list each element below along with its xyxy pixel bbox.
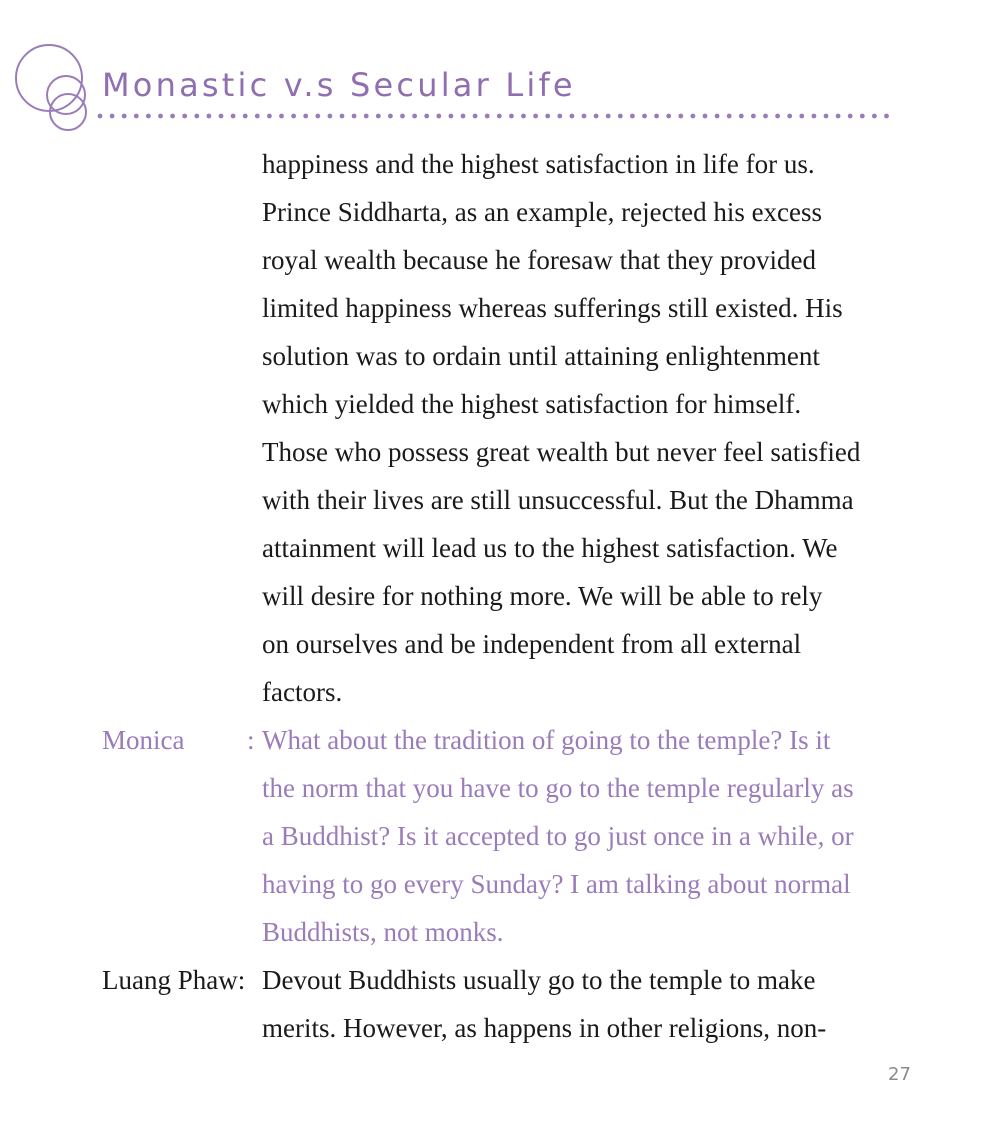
divider-dot — [303, 114, 308, 119]
divider-dot — [727, 114, 732, 119]
divider-dot — [787, 114, 792, 119]
divider-dot — [836, 114, 841, 119]
divider-dot — [315, 114, 320, 119]
divider-dot — [207, 114, 212, 119]
divider-dot — [110, 114, 115, 119]
body-text-line: royal wealth because he foresaw that they provided — [262, 245, 817, 275]
divider-dot — [533, 114, 538, 119]
divider-dot — [98, 114, 103, 119]
divider-dot — [739, 114, 744, 119]
dotted-divider — [94, 110, 904, 122]
body-text-line: Those who possess great wealth but never feel satisfied — [262, 437, 861, 467]
question-text-line: What about the tradition of going to the temple? Is it — [262, 725, 831, 755]
divider-dot — [352, 114, 357, 119]
divider-dot — [824, 114, 829, 119]
divider-dot — [509, 114, 514, 119]
divider-dot — [194, 114, 199, 119]
answer-text-line: merits. However, as happens in other religions, non- — [262, 1013, 827, 1043]
divider-dot — [678, 114, 683, 119]
body-text-line: factors. — [262, 677, 343, 707]
divider-dot — [485, 114, 490, 119]
speaker-name-luang-phaw: Luang Phaw: — [102, 965, 246, 995]
divider-dot — [751, 114, 756, 119]
divider-dot — [134, 114, 139, 119]
question-text-line: Buddhists, not monks. — [262, 917, 504, 947]
divider-dot — [775, 114, 780, 119]
divider-dot — [376, 114, 381, 119]
divider-dot — [449, 114, 454, 119]
body-text-line: will desire for nothing more. We will be able to rely — [262, 581, 823, 611]
divider-dot — [799, 114, 804, 119]
divider-dot — [703, 114, 708, 119]
divider-dot — [570, 114, 575, 119]
question-text-line: a Buddhist? Is it accepted to go just once in a while, or — [262, 821, 854, 851]
divider-dot — [654, 114, 659, 119]
divider-dot — [291, 114, 296, 119]
body-text-line: attainment will lead us to the highest satisfaction. We — [262, 533, 838, 563]
circles-logo-icon — [12, 40, 92, 135]
divider-dot — [400, 114, 405, 119]
divider-dot — [158, 114, 163, 119]
divider-dot — [884, 114, 889, 119]
divider-dot — [122, 114, 127, 119]
divider-dot — [340, 114, 345, 119]
divider-dot — [170, 114, 175, 119]
question-text-line: the norm that you have to go to the temple regularly as — [262, 773, 854, 803]
speaker-colon: : — [247, 725, 255, 755]
divider-dot — [545, 114, 550, 119]
divider-dot — [812, 114, 817, 119]
page-title: Monastic v.s Secular Life — [102, 66, 576, 104]
divider-dot — [412, 114, 417, 119]
divider-dot — [715, 114, 720, 119]
divider-dot — [497, 114, 502, 119]
divider-dot — [388, 114, 393, 119]
divider-dot — [860, 114, 865, 119]
divider-dot — [630, 114, 635, 119]
divider-dot — [872, 114, 877, 119]
divider-dot — [618, 114, 623, 119]
body-text-line: Prince Siddharta, as an example, rejected his excess — [262, 197, 823, 227]
divider-dot — [666, 114, 671, 119]
divider-dot — [594, 114, 599, 119]
divider-dot — [231, 114, 236, 119]
body-text-line: limited happiness whereas sufferings still existed. His — [262, 293, 843, 323]
divider-dot — [243, 114, 248, 119]
body-text-line: which yielded the highest satisfaction for himself. — [262, 389, 802, 419]
divider-dot — [691, 114, 696, 119]
divider-dot — [582, 114, 587, 119]
divider-dot — [557, 114, 562, 119]
speaker-name-monica: Monica — [102, 725, 185, 755]
body-text-line: on ourselves and be independent from all external — [262, 629, 802, 659]
divider-dot — [642, 114, 647, 119]
divider-dot — [182, 114, 187, 119]
divider-dot — [328, 114, 333, 119]
divider-dot — [424, 114, 429, 119]
divider-dot — [606, 114, 611, 119]
question-text-line: having to go every Sunday? I am talking about normal — [262, 869, 851, 899]
divider-dot — [436, 114, 441, 119]
page-number: 27 — [888, 1064, 911, 1085]
answer-text-line: Devout Buddhists usually go to the temple to make — [262, 965, 816, 995]
divider-dot — [219, 114, 224, 119]
body-text-line: solution was to ordain until attaining enlightenment — [262, 341, 820, 371]
divider-dot — [255, 114, 260, 119]
divider-dot — [848, 114, 853, 119]
body-text-line: happiness and the highest satisfaction in life for us. — [262, 149, 815, 179]
divider-dot — [473, 114, 478, 119]
divider-dot — [267, 114, 272, 119]
divider-dot — [146, 114, 151, 119]
divider-dot — [521, 114, 526, 119]
divider-dot — [364, 114, 369, 119]
body-text-line: with their lives are still unsuccessful. But the Dhamma — [262, 485, 854, 515]
divider-dot — [763, 114, 768, 119]
divider-dot — [279, 114, 284, 119]
divider-dot — [461, 114, 466, 119]
